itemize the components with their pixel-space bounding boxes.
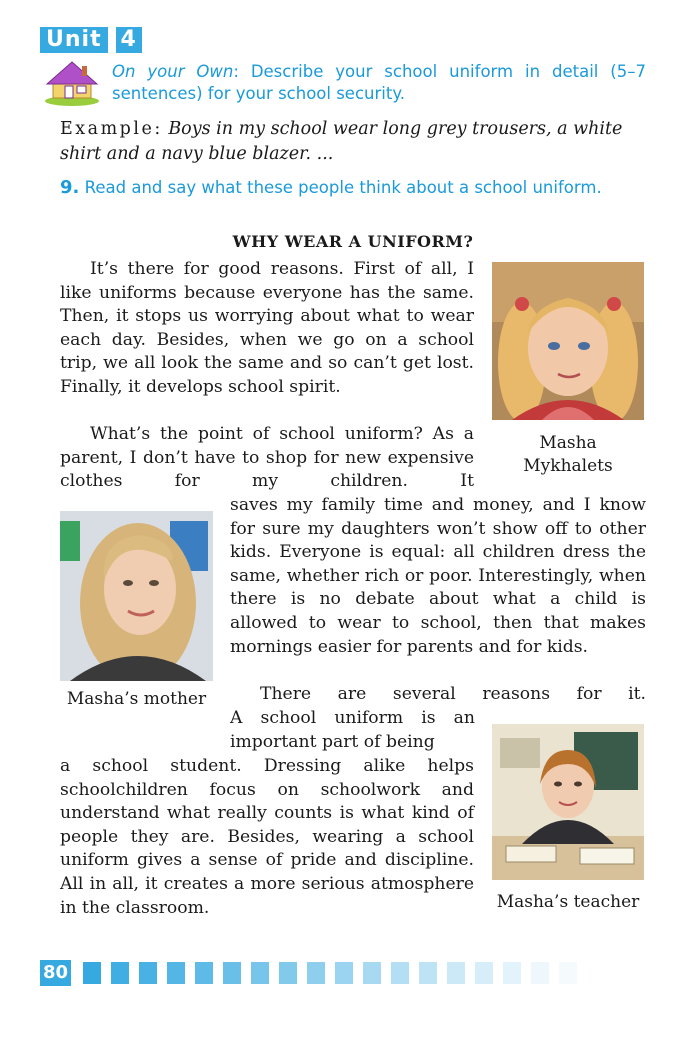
article-title: WHY WEAR A UNIFORM? xyxy=(232,232,474,251)
photo-masha xyxy=(492,262,644,420)
paragraph-mother-cont: saves my family time and money, and I know for sure my daughters won’t show off to other kids. Everyone is equal: all children dress the same, whether rich or poor. Interestingly, when there is no debate about what a child is allowed to wear to school, then that makes mornings easier for parents and for kids. xyxy=(230,495,646,657)
page-number: 80 xyxy=(40,960,71,986)
footer-square xyxy=(447,962,465,984)
footer-square xyxy=(335,962,353,984)
footer-square xyxy=(83,962,101,984)
photo-teacher xyxy=(492,724,644,880)
footer-square xyxy=(251,962,269,984)
unit-label: Unit xyxy=(40,27,108,53)
footer-square xyxy=(195,962,213,984)
exercise-text: Read and say what these people think about a school uniform. xyxy=(84,178,602,197)
house-icon xyxy=(43,58,101,106)
footer-square xyxy=(167,962,185,984)
footer-square xyxy=(419,962,437,984)
photo-mother xyxy=(60,511,213,681)
on-your-own-task xyxy=(112,61,646,105)
paragraph-masha: It’s there for good reasons. First of all, I like uniforms because everyone has the same. Then, it stops us worrying about what to wear each day. Besides, when we go on a school trip, we all look the same and so can’t get lost. Finally, it develops school spirit. xyxy=(60,259,474,397)
unit-header xyxy=(40,27,142,53)
exercise-9 xyxy=(60,177,646,199)
on-your-own-lead: On your Own xyxy=(112,62,234,81)
unit-number: 4 xyxy=(116,27,142,53)
caption-mother: Masha’s mother xyxy=(66,689,207,709)
caption-masha: Masha Mykhalets xyxy=(523,433,613,476)
footer-square xyxy=(503,962,521,984)
footer-square xyxy=(111,962,129,984)
paragraph-teacher-start: There are several reasons for it. xyxy=(260,684,646,704)
footer-square xyxy=(391,962,409,984)
example-line xyxy=(60,117,646,167)
paragraph-mother-start: What’s the point of school uniform? As a parent, I don’t have to shop for new expensive clothes for my children. It xyxy=(60,424,474,492)
on-your-own-text: : Describe your school uniform in detail (5–7 sentences) for your school security. xyxy=(112,62,646,103)
example-label: Example: xyxy=(60,119,163,139)
footer-square xyxy=(363,962,381,984)
footer-square xyxy=(531,962,549,984)
paragraph-teacher-cont: a school student. Dressing alike helps schoolchildren focus on schoolwork and understand what really counts is what kind of people they are. Besides, wearing a school uniform gives a sense of pride and discipline. All in all, it creates a more serious atmosphere in the classroom. xyxy=(60,756,474,918)
page-footer xyxy=(40,960,587,986)
footer-square xyxy=(279,962,297,984)
footer-square xyxy=(223,962,241,984)
paragraph-teacher-line: A school uniform is an important part of being xyxy=(230,708,475,752)
caption-teacher: Masha’s teacher xyxy=(496,892,640,912)
example-text: Boys in my school wear long grey trousers, a white shirt and a navy blue blazer. ... xyxy=(60,119,623,164)
footer-square xyxy=(475,962,493,984)
exercise-number: 9. xyxy=(60,177,80,198)
footer-square xyxy=(307,962,325,984)
footer-square xyxy=(559,962,577,984)
footer-square xyxy=(139,962,157,984)
